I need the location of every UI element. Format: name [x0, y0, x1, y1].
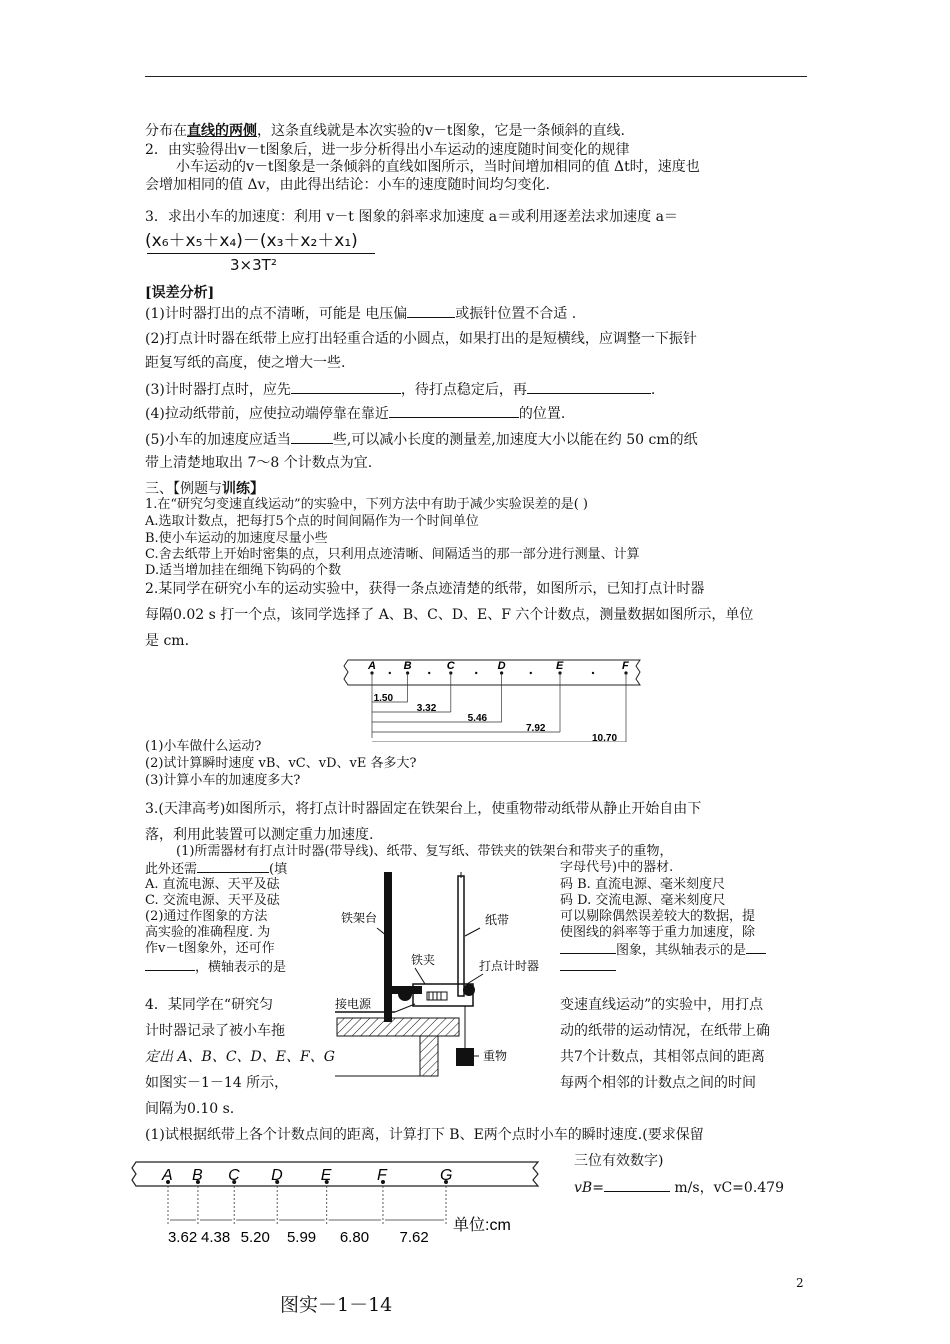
- tape-2-distance-label: 7.62: [399, 1229, 429, 1246]
- question-3-line-4-left: 此外还需 (填: [145, 859, 287, 878]
- section-heading: 三、【例题与训练】: [145, 481, 264, 497]
- tape-2-distance-label: 6.80: [339, 1229, 370, 1246]
- question-3-part-2-right-4: [560, 957, 616, 976]
- tape-1-dot: [592, 672, 594, 674]
- question-4-line-7: 三位有效数字): [574, 1153, 664, 1169]
- question-4-line-5: 间隔为0.10 s.: [145, 1101, 235, 1117]
- tape-1-label-E: E: [556, 660, 564, 672]
- question-3-part-2-right: 可以剔除偶然误差较大的数据，提: [560, 909, 756, 924]
- question-3-line-1: 3.(天津高考)如图所示，将打点计时器固定在铁架台上，使重物带动纸带从静止开始自由下: [145, 801, 702, 817]
- tape-2-label-G: G: [440, 1167, 453, 1184]
- question-3-part-2-left-4: ，横轴表示的是: [145, 957, 286, 976]
- intro-line-1: 分布在直线的两侧，这条直线就是本次实验的v－t图象，它是一条倾斜的直线.: [145, 123, 625, 139]
- question-1-option-a: A.选取计数点，把每打5个点的时间间隔作为一个时间单位: [145, 514, 479, 529]
- tape-diagram-2: [128, 1156, 560, 1256]
- question-3-part-2-left-2: 高实验的准确程度. 为: [145, 925, 271, 940]
- accel-numerator: (x₆＋x₅＋x₄)－(x₃＋x₂＋x₁): [145, 231, 358, 251]
- question-3-part-2-left: (2)通过作图象的方法: [145, 909, 268, 924]
- tape-1-dot: [530, 672, 532, 674]
- label-timer: 打点计时器: [479, 959, 540, 973]
- page-number: 2: [796, 1276, 804, 1290]
- accel-denominator: 3×3T²: [230, 256, 277, 274]
- error-item-5b: 带上清楚地取出 7～8 个计数点为宜.: [145, 455, 373, 471]
- tape-2-label-F: F: [376, 1167, 387, 1184]
- question-4-line-4-left: 如图实－1－14 所示，: [145, 1075, 289, 1091]
- tape-1-distance-label: 10.70: [592, 733, 618, 742]
- question-4-line-4-right: 每两个相邻的计数点之间的时间: [560, 1075, 756, 1091]
- error-item-2a: (2)打点计时器在纸带上应打出轻重合适的小圆点，如果打出的是短横线，应调整一下振针: [145, 331, 697, 347]
- question-3-option-d: 码 D. 交流电源、毫米刻度尺: [560, 893, 726, 908]
- question-1-option-d: D.适当增加挂在细绳下钩码的个数: [145, 563, 342, 578]
- label-tape: 纸带: [485, 913, 510, 927]
- apparatus-figure: [335, 866, 550, 1088]
- question-3-option-a: A. 直流电源、天平及砝: [145, 877, 280, 892]
- question-2-line-2: 每隔0.02 s 打一个点，该同学选择了 A、B、C、D、E、F 六个计数点，测量数据如图所示，单位: [145, 607, 754, 623]
- question-3-option-c: C. 交流电源、天平及砝: [145, 893, 280, 908]
- header-rule: [145, 76, 807, 77]
- question-4-line-6: (1)试根据纸带上各个计数点间的距离，计算打下 B、E两个点时小车的瞬时速度.(要求保留: [145, 1127, 704, 1143]
- accel-line: 3．求出小车的加速度：利用 v－t 图象的斜率求加速度 a＝或利用逐差法求加速度 a＝: [145, 209, 678, 225]
- question-1: 1.在“研究匀变速直线运动”的实验中，下列方法中有助于减少实验误差的是( ): [145, 497, 588, 512]
- question-4-line-2-right: 动的纸带的运动情况，在纸带上确: [560, 1023, 770, 1039]
- tape-1-distance-label: 3.32: [416, 703, 437, 714]
- tape-1-dot: [475, 672, 477, 674]
- question-2-part-1: (1)小车做什么运动?: [145, 739, 262, 754]
- tape-2-label-C: C: [228, 1167, 240, 1184]
- question-2-line-3: 是 cm.: [145, 633, 190, 649]
- tape-diagram-1: [340, 652, 645, 742]
- label-stand: 铁架台: [341, 911, 378, 925]
- tape-1-distance-label: 5.46: [467, 713, 488, 724]
- tape-2-label-E: E: [320, 1167, 332, 1184]
- fraction-bar: [147, 253, 375, 254]
- tape-1-dot: [428, 672, 430, 674]
- label-weight: 重物: [483, 1049, 508, 1063]
- tape-2-label-D: D: [271, 1167, 283, 1184]
- tape-2-distance-label: 3.62: [167, 1229, 198, 1246]
- tape-1-label-F: F: [622, 660, 629, 672]
- tape-1-label-B: B: [403, 660, 412, 672]
- tape-1-distance-label: 1.50: [373, 693, 394, 704]
- error-item-1: (1)计时器打出的点不清晰，可能是 电压偏 或振针位置不合适 .: [145, 306, 577, 322]
- tape-1-label-A: A: [368, 660, 376, 672]
- error-item-2b: 距复写纸的高度，使之增大一些.: [145, 355, 346, 371]
- question-3-part-2-right-3: 图象，其纵轴表示的是: [560, 940, 766, 959]
- tape-2-distance-label: 5.20: [240, 1229, 270, 1246]
- question-4-answer-line: vB= m/s，vC=0.479: [574, 1180, 784, 1196]
- question-1-option-c: C.舍去纸带上开始时密集的点，只利用点迹清晰、间隔适当的那一部分进行测量、计算: [145, 547, 640, 562]
- question-1-option-b: B.使小车运动的加速度尽量小些: [145, 531, 328, 546]
- question-2-part-2: (2)试计算瞬时速度 vB、vC、vD、vE 各多大?: [145, 756, 417, 771]
- tape-1-label-C: C: [446, 660, 455, 672]
- tape-2-label-B: B: [191, 1167, 203, 1184]
- question-4-line-1-left: 4．某同学在“研究匀: [145, 997, 274, 1013]
- label-clamp: 铁夹: [411, 953, 436, 967]
- question-4-line-3-left: 定出 A、B、C、D、E、F、G: [145, 1049, 335, 1065]
- intro-line-4: 会增加相同的值 Δv，由此得出结论：小车的速度随时间均匀变化.: [145, 177, 550, 193]
- question-4-line-2-left: 计时器记录了被小车拖: [145, 1023, 285, 1039]
- question-2-part-3: (3)计算小车的加速度多大?: [145, 773, 301, 788]
- question-3-line-2: 落，利用此装置可以测定重力加速度.: [145, 827, 374, 843]
- question-2-line-1: 2.某同学在研究小车的运动实验中，获得一条点迹清楚的纸带，如图所示，已知打点计时器: [145, 581, 705, 597]
- tape-2-distance-label: 4.38: [201, 1229, 231, 1246]
- label-power: 接电源: [335, 997, 372, 1011]
- tape-1-dot: [389, 672, 391, 674]
- question-3-part-2-right-2: 使图线的斜率等于重力加速度，除: [560, 925, 756, 940]
- intro-line-2: 2．由实验得出v－t图象后，进一步分析得出小车运动的速度随时间变化的规律: [145, 142, 630, 158]
- question-4-line-1-right: 变速直线运动”的实验中，用打点: [560, 997, 764, 1013]
- question-3-option-b: 码 B. 直流电源、毫米刻度尺: [560, 877, 725, 892]
- tape-2-unit: 单位:cm: [453, 1217, 511, 1234]
- figure-caption: 图实－1－14: [280, 1294, 393, 1316]
- question-4-line-3-right: 共7个计数点，其相邻点间的距离: [560, 1049, 765, 1065]
- question-3-line-4-right: 字母代号)中的器材.: [560, 860, 674, 875]
- error-item-3: (3)计时器打点时，应先 ，待打点稳定后，再 .: [145, 382, 656, 398]
- tape-1-distance-label: 7.92: [526, 723, 546, 734]
- error-item-4: (4)拉动纸带前，应使拉动端停靠在靠近 的位置.: [145, 406, 566, 422]
- question-3-part-2-left-3: 作v－t图象外，还可作: [145, 941, 275, 956]
- tape-2-label-A: A: [162, 1167, 173, 1184]
- tape-1-label-D: D: [497, 660, 506, 672]
- tape-2-distance-label: 5.99: [286, 1229, 317, 1246]
- question-3-line-3: (1)所需器材有打点计时器(带导线)、纸带、复写纸、带铁夹的铁架台和带夹子的重物，: [176, 844, 673, 859]
- error-item-5a: (5)小车的加速度应适当 些,可以减小长度的测量差,加速度大小以能在约 50 cm的纸: [145, 432, 698, 448]
- error-heading: [误差分析]: [145, 285, 215, 301]
- intro-line-3: 小车运动的v－t图象是一条倾斜的直线如图所示，当时间增加相同的值 Δt时，速度也: [176, 159, 700, 175]
